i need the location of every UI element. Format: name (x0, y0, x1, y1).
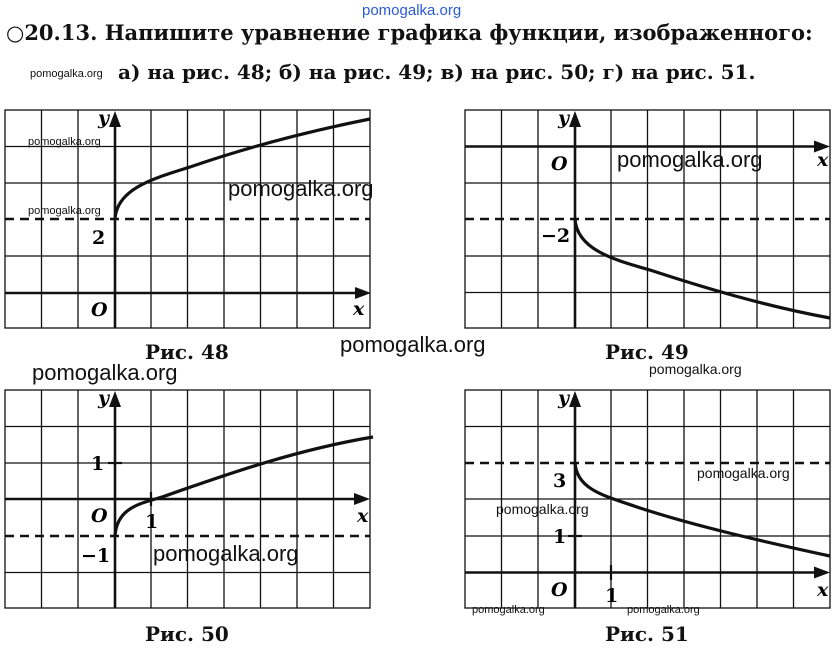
y-axis-arrow (569, 391, 581, 407)
tick-label-x1: 1 (605, 585, 619, 607)
watermark: pomogalka.org (649, 361, 742, 377)
tick-label-y1: 1 (553, 526, 567, 548)
figure-50-caption: Рис. 50 (145, 622, 229, 646)
watermark: pomogalka.org (32, 360, 178, 385)
y-axis-label: y (558, 107, 570, 129)
x-axis-label: x (817, 149, 829, 171)
function-curve (575, 219, 830, 318)
x-axis-label: x (357, 505, 369, 527)
watermark: pomogalka.org (697, 465, 790, 481)
figure-51-graph (465, 387, 835, 615)
x-axis-arrow (354, 493, 370, 505)
function-curve (115, 119, 370, 219)
figure-48-caption: Рис. 48 (145, 340, 229, 364)
watermark: pomogalka.org (340, 332, 486, 357)
problem-statement: ○20.13. Напишите уравнение графика функции, изображенного: (6, 20, 813, 45)
y-axis-label: y (98, 107, 110, 129)
figure-51-caption: Рис. 51 (605, 622, 689, 646)
origin-label: O (551, 579, 568, 601)
y-axis-label: y (98, 387, 110, 409)
watermark: pomogalka.org (617, 147, 763, 172)
x-axis-label: x (353, 298, 365, 320)
figure-48-graph (5, 107, 375, 335)
x-axis-arrow (814, 567, 830, 579)
y-axis-arrow (109, 111, 121, 127)
watermark: pomogalka.org (472, 604, 545, 616)
y-axis-label: y (558, 387, 570, 409)
problem-subitems: а) на рис. 48; б) на рис. 49; в) на рис. 50; г) на рис. 51. (118, 60, 756, 84)
tick-label-neg1: −1 (81, 545, 111, 567)
tick-label-y1: 1 (91, 453, 105, 475)
tick-label-x1: 1 (145, 511, 159, 533)
tick-label-neg2: −2 (541, 225, 571, 247)
figure-50-graph (5, 387, 375, 615)
tick-label-y3: 3 (553, 470, 567, 492)
watermark: pomogalka.org (28, 136, 101, 148)
watermark: pomogalka.org (28, 205, 101, 217)
watermark: pomogalka.org (496, 501, 589, 517)
x-axis-label: x (817, 579, 829, 601)
watermark-top: pomogalka.org (362, 2, 462, 19)
origin-label: O (91, 505, 108, 527)
origin-label: O (91, 299, 108, 321)
watermark: pomogalka.org (627, 604, 700, 616)
grid (465, 390, 830, 608)
watermark: pomogalka.org (30, 68, 103, 80)
figure-49-caption: Рис. 49 (605, 340, 689, 364)
watermark: pomogalka.org (228, 176, 374, 201)
origin-label: O (551, 153, 568, 175)
y-axis-arrow (569, 111, 581, 127)
figure-49-graph (465, 107, 835, 335)
tick-label-2: 2 (92, 227, 106, 249)
function-curve (575, 463, 830, 556)
y-axis-arrow (109, 391, 121, 407)
watermark: pomogalka.org (153, 541, 299, 566)
